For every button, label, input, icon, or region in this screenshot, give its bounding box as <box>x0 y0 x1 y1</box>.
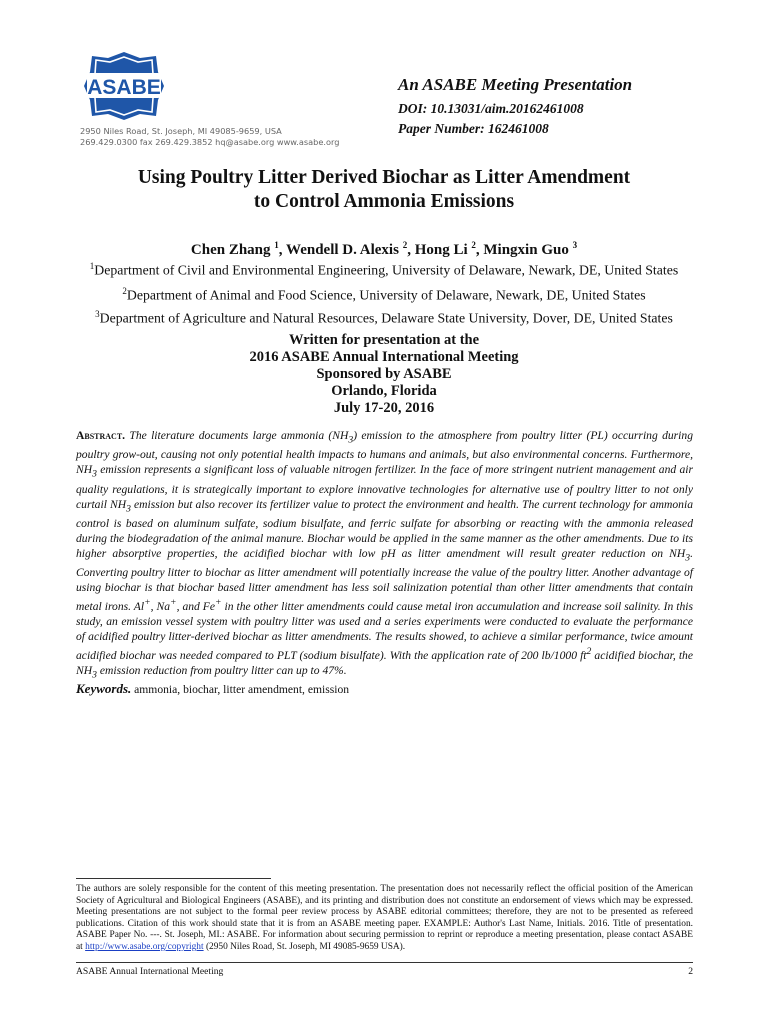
presentation-label: An ASABE Meeting Presentation <box>398 75 633 94</box>
presentation-info-line: Orlando, Florida <box>331 383 437 399</box>
paper-title-line2: to Control Ammonia Emissions <box>253 191 515 212</box>
paper-title-line1: Using Poultry Litter Derived Biochar as Litter Amendment <box>137 167 631 188</box>
subscript: 3 <box>126 502 131 514</box>
affiliation-text: Department of Civil and Environmental Engineering, University of Delaware, Newark, DE, United States <box>94 262 679 278</box>
presentation-info-line: Sponsored by ASABE <box>316 366 452 382</box>
abstract-text-run: . Converting poultry litter to biochar as litter amendment will potentially increase the value of the poultry litter. Another advantage of using biochar is that biochar based litter amendment has less soil salinization potential than other litter amendments that contain metal irons. Al <box>76 546 693 614</box>
author-name: Chen Zhang <box>190 242 271 258</box>
asabe-logo-block <box>78 50 340 150</box>
presentation-info <box>40 332 728 417</box>
keywords-label: Keywords. <box>76 681 132 696</box>
affiliation-ref: 1 <box>89 261 95 271</box>
abstract-text-run: , Na <box>150 600 171 614</box>
affiliation-text: Department of Animal and Food Science, University of Delaware, Newark, DE, United States <box>126 287 646 303</box>
presentation-info-line: 2016 ASABE Annual International Meeting <box>249 349 519 365</box>
author-name: Hong Li <box>414 242 468 258</box>
abstract <box>76 428 693 682</box>
abstract-label: Abstract. <box>76 429 126 442</box>
footer-meeting-name: ASABE Annual International Meeting <box>76 966 224 977</box>
presentation-info-line: July 17-20, 2016 <box>333 400 435 416</box>
affiliation-1 <box>40 257 728 280</box>
affiliation-ref: 3 <box>95 309 100 319</box>
subscript: 3 <box>348 434 354 446</box>
footnote-text-end: (2950 Niles Road, St. Joseph, MI 49085-9659 USA). <box>203 941 406 952</box>
affiliation-3 <box>40 305 728 328</box>
footnote-text: The authors are solely responsible for the content of this meeting presentation. The presentation does not necessarily reflect the official position of the American Society of Agricultural and Biological Engineers (ASABE), and its printing and distribution does not constitute an endorsement of views which may be expressed. Meeting presentations are not subject to the formal peer review process by ASABE editorial committees; therefore, they are not to be presented as refereed publications. Citation of this work should state that it is from an ASABE meeting paper. EXAMPLE: Author's Last Name, Initials. 2016. Title of presentation. ASABE Paper No. ---. St. Joseph, MI.: ASABE. For information about securing permission to reprint or reproduce a meeting presentation, please contact ASABE at <box>76 884 693 952</box>
doi: DOI: 10.13031/aim.20162461008 <box>398 101 584 116</box>
abstract-text-run: emission reduction from poultry litter can up to 47%. <box>96 663 347 677</box>
logo-address-line1: 2950 Niles Road, St. Joseph, MI 49085-9659, USA <box>80 126 282 136</box>
subscript: 3 <box>92 468 97 480</box>
superscript: + <box>215 597 222 609</box>
abstract-text-run: acidified biochar, the NH <box>76 648 693 677</box>
abstract-text-run: emission but also recover its fertilizer value to protect the environment and health. The current technology for ammonia control is based on aluminum sulfate, sodium bisulfate, and ferric sulfate for absorbing or reacting with the ammonia released during the biodegradation of the animal manure. Biochar would be applied in the same manner as the other amendments. Due to its higher absorptive properties, the acidified biochar with low pH as litter amendment will result greater reduction on NH <box>76 497 693 560</box>
affiliation-2 <box>40 282 728 305</box>
abstract-text-run: in the other litter amendments could cause metal iron accumulation and increase soil salinity. In this study, an emission vessel system with poultry litter was used and a series experiments were conducted to evaluate the performance of acidified poultry litter-derived biochar as litter amendments. The results showed, to achieve a similar performance, twice amount acidified biochar was needed compared to PLT (sodium bisulfate). With the application rate of 200 lb/1000 ft <box>76 600 693 662</box>
paper-meta <box>398 74 632 139</box>
superscript: + <box>144 597 151 609</box>
author-separator: , <box>407 242 415 258</box>
superscript: + <box>170 597 177 609</box>
paper-title <box>40 166 728 214</box>
asabe-logo <box>82 50 166 122</box>
page-number: 2 <box>688 966 693 977</box>
abstract-text-run: emission represents a significant loss of valuable nitrogen fertilizer. In the face of more stringent nutrient management and air quality regulations, it is strategically important to explore innovative technologies for alternative use of poultry litter to not only curtail NH <box>76 463 693 511</box>
presentation-info-line: Written for presentation at the <box>288 332 480 348</box>
abstract-text-run: The literature documents large ammonia (NH <box>125 429 349 442</box>
logo-text: ASABE <box>87 76 161 99</box>
superscript: 2 <box>586 646 592 658</box>
author-separator: , <box>278 242 287 258</box>
author-affil-ref: 1 <box>274 240 279 250</box>
keywords-text: ammonia, biochar, litter amendment, emission <box>131 683 350 696</box>
logo-address-line2: 269.429.0300 fax 269.429.3852 hq@asabe.org www.asabe.org <box>80 137 340 147</box>
keywords <box>76 681 693 697</box>
subscript: 3 <box>685 552 691 564</box>
abstract-text-run: ) emission to the atmosphere from poultry litter (PL) occurring during poultry grow-out, causing not only potential health impacts to humans and animals, but also environmental concerns. Furthermore, NH <box>76 429 693 477</box>
author-name: Mingxin Guo <box>483 242 569 258</box>
author-affil-ref: 3 <box>572 240 578 250</box>
abstract-text-run: , and Fe <box>176 600 216 614</box>
paper-number: Paper Number: 162461008 <box>398 121 549 136</box>
affiliation-text: Department of Agriculture and Natural Resources, Delaware State University, Dover, DE, United States <box>99 310 673 326</box>
disclaimer-footnote <box>76 884 693 954</box>
author-list <box>40 236 728 259</box>
author-affil-ref: 2 <box>402 240 408 250</box>
author-affil-ref: 2 <box>471 240 476 250</box>
author-separator: , <box>475 242 484 258</box>
affiliation-ref: 2 <box>122 286 127 296</box>
footer-divider <box>76 962 693 963</box>
footnote-divider <box>76 878 271 879</box>
copyright-link[interactable]: http://www.asabe.org/copyright <box>85 941 204 952</box>
author-name: Wendell D. Alexis <box>286 242 399 258</box>
logo-address <box>80 126 339 148</box>
subscript: 3 <box>92 669 97 681</box>
abstract-text <box>76 429 693 681</box>
